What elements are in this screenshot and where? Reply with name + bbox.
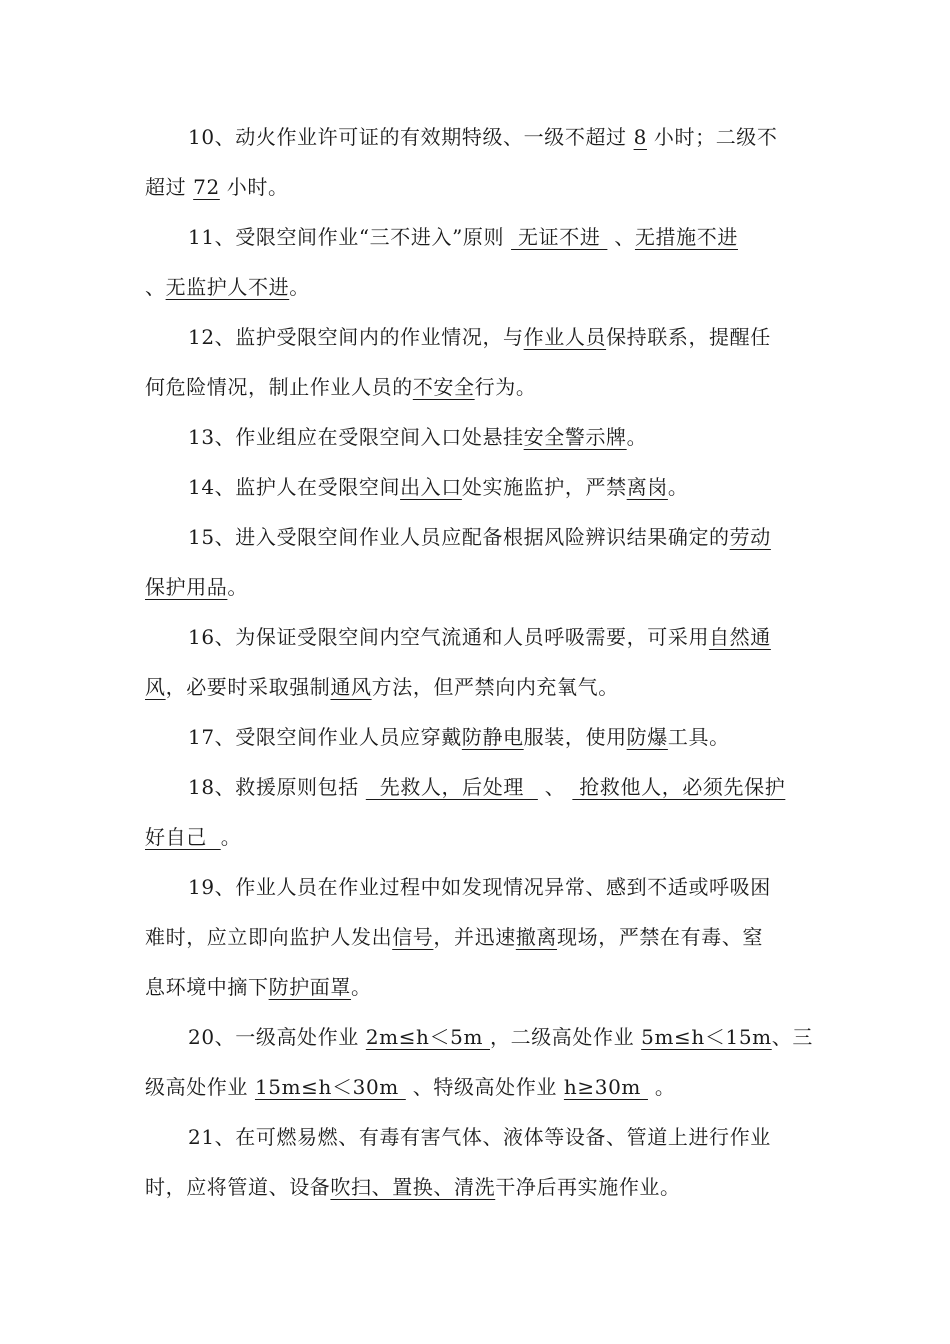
answer-blank: 8 [633, 125, 647, 149]
answer-blank: 作业人员 [523, 325, 607, 349]
paragraph-line [188, 724, 730, 750]
text-segment: 10、动火作业许可证的有效期特级、一级不超过 [188, 125, 634, 149]
text-segment: 难时，应立即向监护人发出 [145, 925, 393, 949]
text-segment: 21、在可燃易燃、有毒有害气体、液体等设备、管道上进行作业 [188, 1125, 771, 1149]
paragraph-line [145, 574, 248, 600]
text-segment: 现场，严禁在有毒、窒 [557, 925, 764, 949]
answer-blank: 保护用品 [145, 575, 228, 599]
paragraph-line [145, 1074, 676, 1100]
text-segment: 18、救援原则包括 [188, 775, 366, 799]
answer-blank: 撤离 [515, 925, 558, 949]
text-segment: 、特级高处作业 [405, 1075, 564, 1099]
answer-blank: 防护面罩 [268, 975, 352, 999]
answer-blank: 信号 [392, 925, 434, 949]
answer-blank: 无证不进 [511, 225, 608, 249]
text-segment: 11、受限空间作业“三不进入”原则 [188, 225, 512, 249]
text-segment: 。 [647, 1075, 676, 1099]
paragraph-line [145, 274, 310, 300]
paragraph-line [188, 424, 647, 450]
text-segment: 14、监护人在受限空间 [188, 475, 401, 499]
text-segment: 。 [220, 825, 242, 849]
text-segment: 。 [289, 275, 310, 299]
paragraph-line [145, 674, 619, 700]
paragraph-line [145, 974, 372, 1000]
answer-blank: 无措施不进 [634, 225, 738, 249]
answer-blank: 抢救他人，必须先保护 [572, 775, 786, 799]
paragraph-line [188, 474, 689, 500]
text-segment: 小时；二级不 [646, 125, 778, 149]
text-segment: ，必要时采取强制 [165, 675, 331, 699]
text-segment: 工具。 [667, 725, 730, 749]
text-segment: 。 [227, 575, 249, 599]
paragraph-line [188, 624, 771, 650]
answer-blank: 通风 [330, 675, 372, 699]
text-segment: 20、一级高处作业 [188, 1025, 366, 1049]
text-segment: 19、作业人员在作业过程中如发现情况异常、感到不适或呼吸困 [188, 875, 771, 899]
text-segment: 。 [667, 475, 689, 499]
paragraph-line [188, 324, 771, 350]
text-segment: 、 [607, 225, 635, 249]
text-segment: 15、进入受限空间作业人员应配备根据风险辨识结果确定的 [188, 525, 730, 549]
text-segment: 行为。 [474, 375, 537, 399]
paragraph-line [188, 524, 771, 550]
text-segment: 处实施监护，严禁 [461, 475, 627, 499]
answer-blank: 15m≤h＜30m [254, 1075, 406, 1099]
text-segment: 超过 [145, 175, 194, 199]
answer-blank: 风 [145, 675, 166, 699]
answer-blank: 先救人，后处理 [365, 775, 538, 799]
paragraph-line [188, 224, 738, 250]
text-segment: 12、监护受限空间内的作业情况，与 [188, 325, 524, 349]
text-segment: 16、为保证受限空间内空气流通和人员呼吸需要，可采用 [188, 625, 710, 649]
text-segment: ，二级高处作业 [490, 1025, 642, 1049]
text-segment: 。 [626, 425, 648, 449]
paragraph-line [188, 774, 785, 800]
answer-blank: 防爆 [626, 725, 668, 749]
paragraph-line [145, 174, 289, 200]
answer-blank: 2m≤h＜5m [365, 1025, 490, 1049]
answer-blank: 5m≤h＜15m [641, 1025, 772, 1049]
paragraph-line [188, 1124, 771, 1150]
paragraph-line [145, 374, 536, 400]
text-segment: 时，应将管道、设备 [145, 1175, 331, 1199]
paragraph-line [145, 1174, 681, 1200]
text-segment: ，并迅速 [433, 925, 516, 949]
answer-blank: h≥30m [563, 1075, 648, 1099]
text-segment: 13、作业组应在受限空间入口处悬挂 [188, 425, 524, 449]
answer-blank: 好自己 [145, 825, 221, 849]
text-segment: 、 [145, 275, 166, 299]
text-segment: 干净后再实施作业。 [495, 1175, 681, 1199]
answer-blank: 不安全 [412, 375, 475, 399]
paragraph-line [188, 874, 771, 900]
text-segment: 方法，但严禁向内充氧气。 [371, 675, 619, 699]
text-segment: 息环境中摘下 [145, 975, 269, 999]
answer-blank: 安全警示牌 [523, 425, 627, 449]
paragraph-line [145, 924, 763, 950]
answer-blank: 72 [193, 175, 220, 199]
paragraph-line [188, 1024, 813, 1050]
paragraph-line [188, 124, 778, 150]
answer-blank: 离岗 [626, 475, 668, 499]
text-segment: 17、受限空间作业人员应穿戴 [188, 725, 462, 749]
text-segment: 服装，使用 [523, 725, 627, 749]
text-segment: 、三 [771, 1025, 813, 1049]
text-segment: 、 [537, 775, 573, 799]
answer-blank: 劳动 [729, 525, 771, 549]
text-segment: 。 [351, 975, 372, 999]
text-segment: 保持联系，提醒任 [606, 325, 771, 349]
text-segment: 何危险情况，制止作业人员的 [145, 375, 413, 399]
text-segment: 小时。 [219, 175, 289, 199]
answer-blank: 防静电 [461, 725, 524, 749]
answer-blank: 出入口 [400, 475, 462, 499]
paragraph-line [145, 824, 241, 850]
answer-blank: 吹扫、置换、清洗 [330, 1175, 496, 1199]
answer-blank: 无监护人不进 [165, 275, 290, 299]
text-segment: 级高处作业 [145, 1075, 255, 1099]
answer-blank: 自然通 [709, 625, 771, 649]
